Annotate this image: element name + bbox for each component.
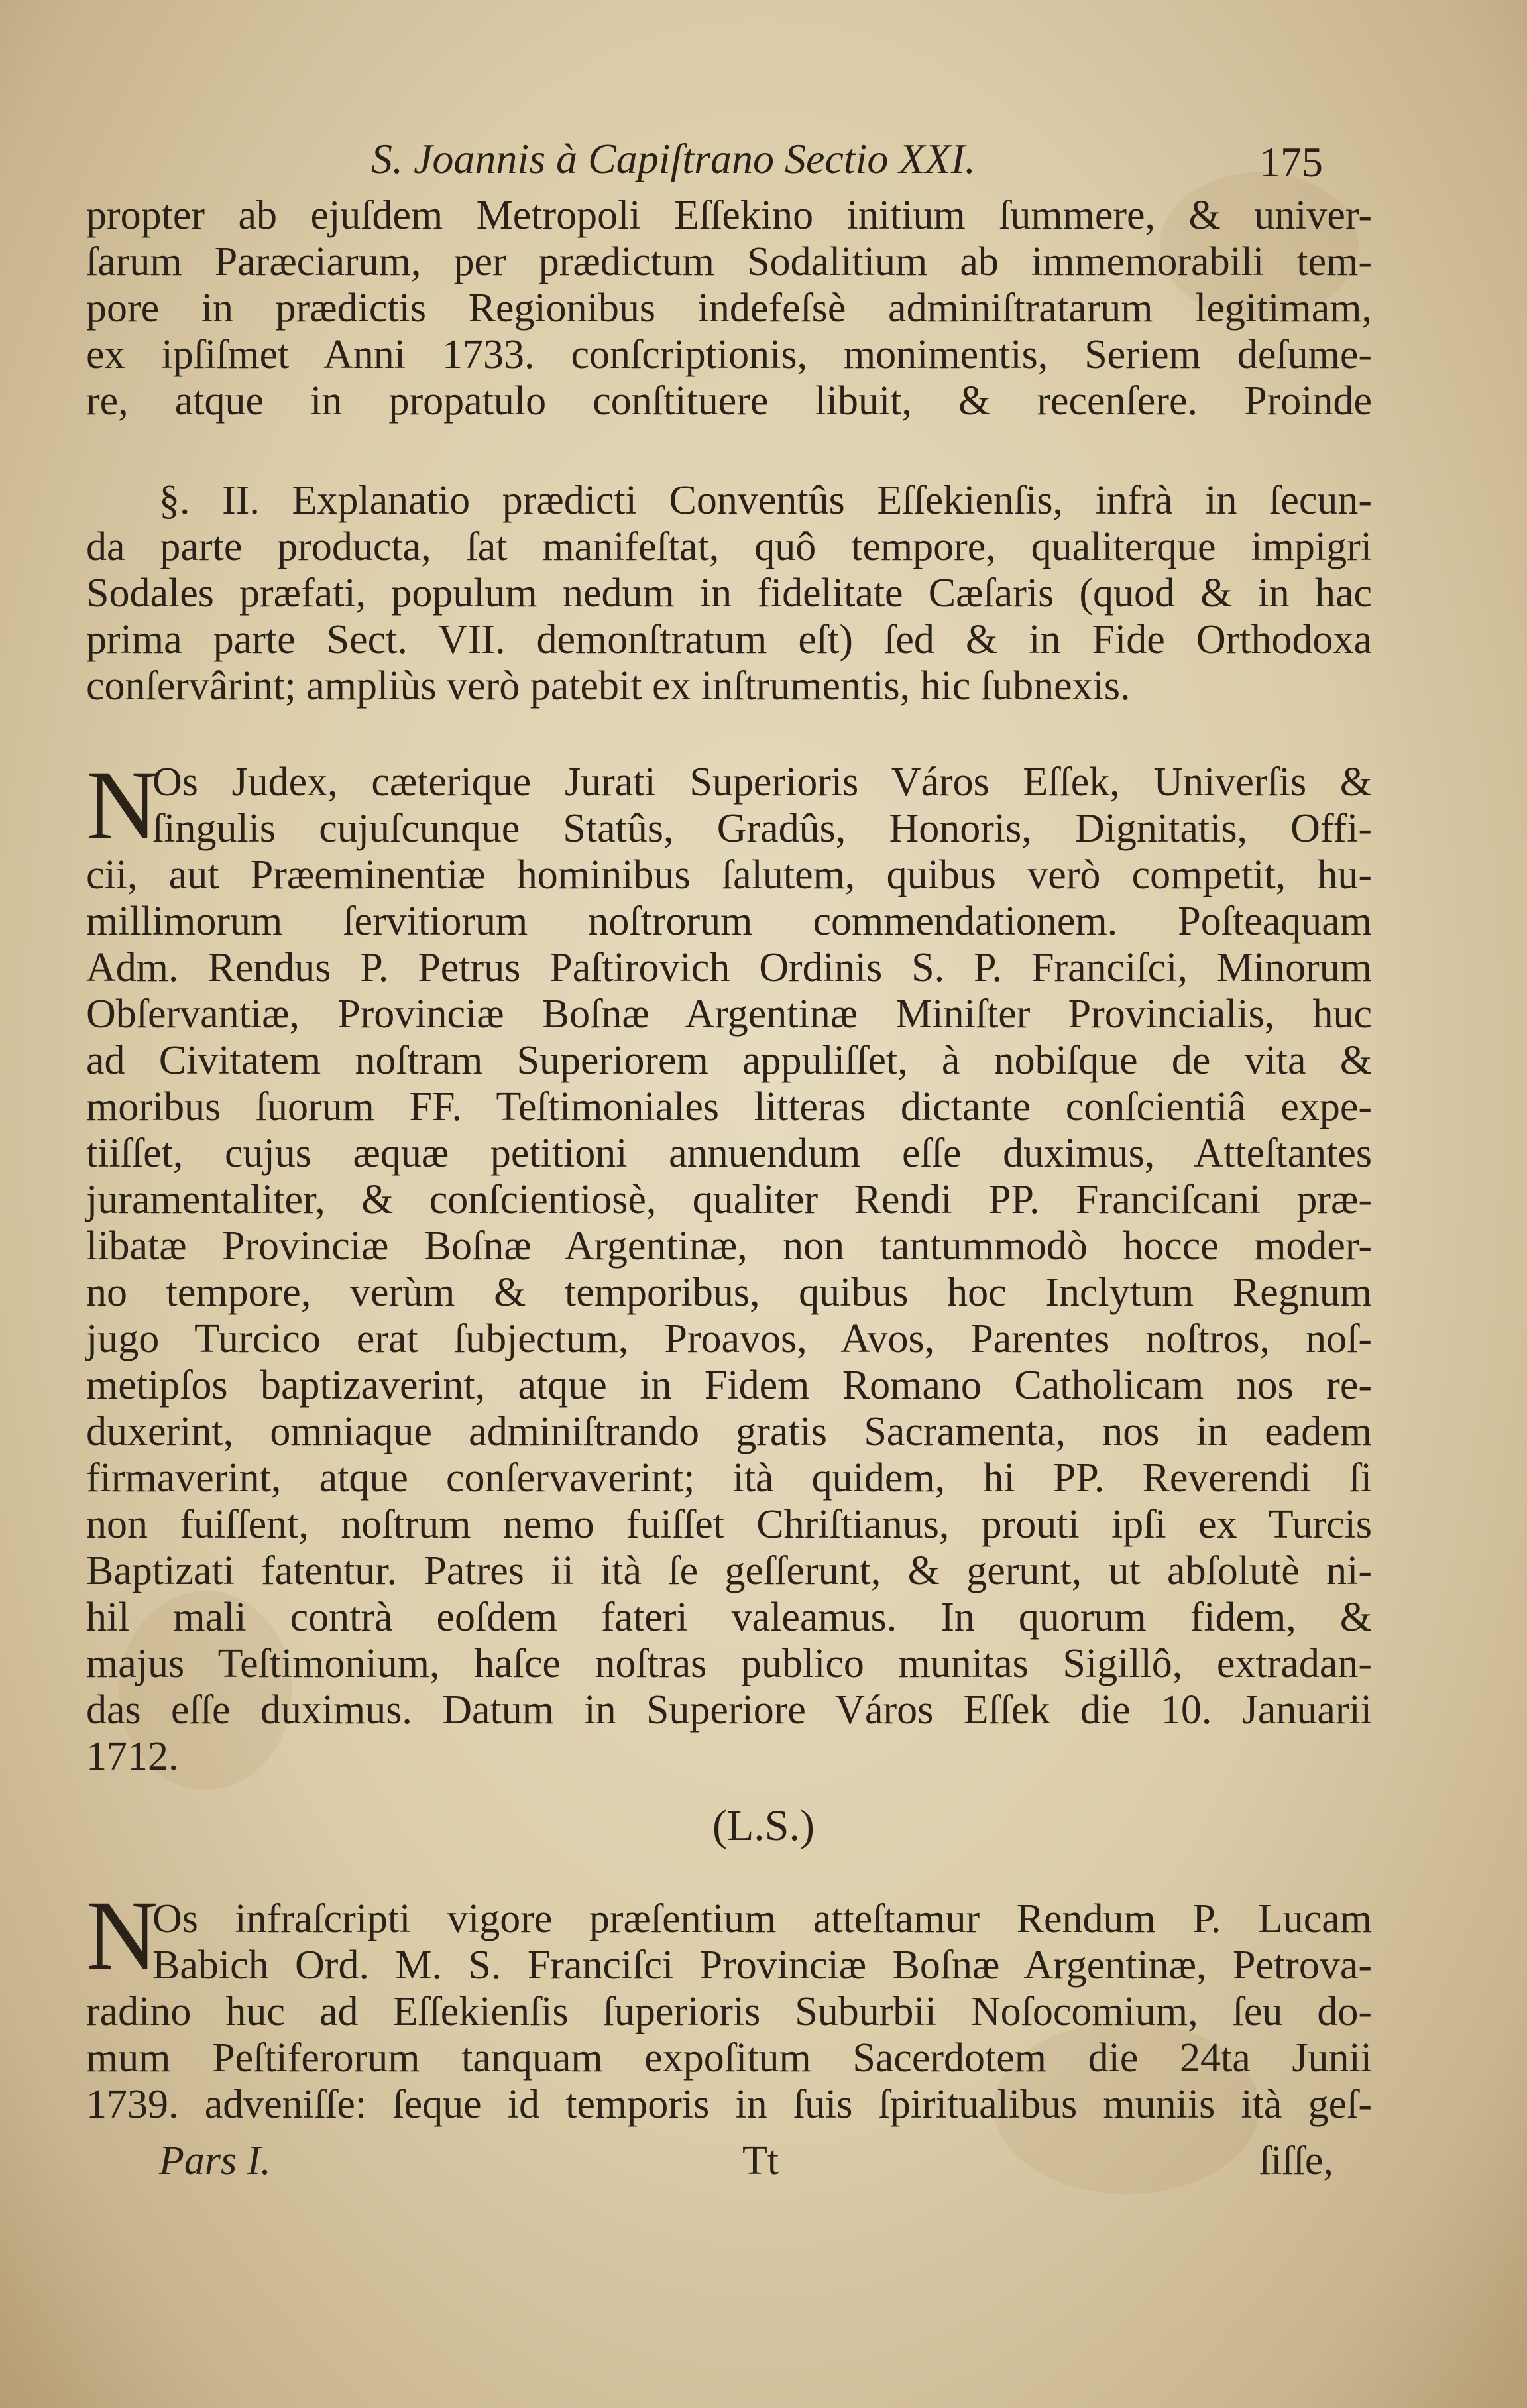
text-line: Obſervantiæ, Provinciæ Boſnæ Argentinæ Miniſter Provincialis, huc: [86, 992, 1372, 1037]
part-label: Pars I.: [159, 2138, 271, 2183]
document-1-text: [86, 759, 1372, 1780]
text-line: Babich Ord. M. S. Franciſci Provinciæ Boſnæ Argentinæ, Petrova-: [152, 1943, 1372, 1988]
catchword: ſiſſe,: [1259, 2138, 1333, 2183]
drop-cap: N: [86, 1880, 158, 1990]
text-line: no tempore, verùm & temporibus, quibus hoc Inclytum Regnum: [86, 1270, 1372, 1315]
text-line: da parte producta, ſat manifeſtat, quô tempore, qualiterque impigri: [86, 524, 1372, 569]
text-line: firmaverint, atque conſervaverint; ità quidem, hi PP. Reverendi ſi: [86, 1456, 1372, 1501]
text-line: das eſſe duximus. Datum in Superiore Város Eſſek die 10. Januarii: [86, 1688, 1372, 1733]
text-line: hil mali contrà eoſdem fateri valeamus. In quorum fidem, &: [86, 1595, 1372, 1640]
document-2-text: [86, 1896, 1372, 2128]
text-line: mum Peſtiferorum tanquam expoſitum Sacerdotem die 24ta Junii: [86, 2035, 1372, 2081]
text-line: tiiſſet, cujus æquæ petitioni annuendum eſſe duximus, Atteſtantes: [86, 1131, 1372, 1176]
text-line: §. II. Explanatio prædicti Conventûs Eſſekienſis, infrà in ſecun-: [159, 478, 1372, 523]
text-line: metipſos baptizaverint, atque in Fidem Romano Catholicam nos re-: [86, 1363, 1372, 1408]
text-line: pore in prædictis Regionibus indefeſsè adminiſtratarum legitimam,: [86, 286, 1372, 331]
text-line: prima parte Sect. VII. demonſtratum eſt) ſed & in Fide Orthodoxa: [86, 617, 1372, 662]
text-line: non fuiſſent, noſtrum nemo fuiſſet Chriſtianus, prouti ipſi ex Turcis: [86, 1502, 1372, 1547]
text-line: moribus ſuorum FF. Teſtimoniales litteras dictante conſcientiâ expe-: [86, 1084, 1372, 1129]
text-line: duxerint, omniaque adminiſtrando gratis Sacramenta, nos in eadem: [86, 1409, 1372, 1454]
intro-paragraph: [86, 192, 1372, 424]
text-line: millimorum ſervitiorum noſtrorum commendationem. Poſteaquam: [86, 899, 1372, 944]
text-line: radino huc ad Eſſekienſis ſuperioris Suburbii Noſocomium, ſeu do-: [86, 1989, 1372, 2034]
text-line: propter ab ejuſdem Metropoli Eſſekino initium ſummere, & univer-: [86, 193, 1372, 238]
text-line: re, atque in propatulo conſtituere libuit, & recenſere. Proinde: [86, 378, 1372, 424]
text-line: libatæ Provinciæ Boſnæ Argentinæ, non tantummodò hocce moder-: [86, 1224, 1372, 1269]
text-line: majus Teſtimonium, haſce noſtras publico munitas Sigillô, extradan-: [86, 1641, 1372, 1686]
text-line: Baptizati fatentur. Patres ii ità ſe geſſerunt, & gerunt, ut abſolutè ni-: [86, 1548, 1372, 1593]
text-line: ſingulis cujuſcunque Statûs, Gradûs, Honoris, Dignitatis, Offi-: [152, 806, 1372, 851]
text-line: Os infraſcripti vigore præſentium atteſtamur Rendum P. Lucam: [152, 1896, 1372, 1941]
running-title: S. Joannis à Capiſtrano Sectio XXI.: [371, 135, 976, 182]
text-line: juramentaliter, & conſcientiosè, qualiter Rendi PP. Franciſcani præ-: [86, 1177, 1372, 1222]
section-2-paragraph: [86, 477, 1372, 709]
text-line: ſarum Paræciarum, per prædictum Sodalitium ab immemorabili tem-: [86, 239, 1372, 284]
text-line: Adm. Rendus P. Petrus Paſtirovich Ordinis S. P. Franciſci, Minorum: [86, 945, 1372, 990]
text-line: cii, aut Præeminentiæ hominibus ſalutem, quibus verò competit, hu-: [86, 852, 1372, 897]
text-line: Sodales præfati, populum nedum in fidelitate Cæſaris (quod & in hac: [86, 571, 1372, 616]
text-line: 1739. adveniſſe: ſeque id temporis in ſuis ſpiritualibus muniis ità geſ-: [86, 2082, 1372, 2127]
seal-mark: (L.S.): [712, 1802, 815, 1850]
drop-cap: N: [86, 750, 158, 860]
text-line: conſervârint; ampliùs verò patebit ex inſtrumentis, hic ſubnexis.: [86, 663, 1131, 709]
page-number: 175: [1259, 139, 1323, 186]
text-line: jugo Turcico erat ſubjectum, Proavos, Avos, Parentes noſtros, noſ-: [86, 1316, 1372, 1361]
text-line: ex ipſiſmet Anni 1733. conſcriptionis, monimentis, Seriem deſume-: [86, 332, 1372, 377]
text-line: 1712.: [86, 1734, 179, 1779]
text-line: Os Judex, cæterique Jurati Superioris Város Eſſek, Univerſis &: [152, 760, 1372, 805]
signature-mark: Tt: [742, 2138, 779, 2183]
text-line: ad Civitatem noſtram Superiorem appuliſſet, à nobiſque de vita &: [86, 1038, 1372, 1083]
